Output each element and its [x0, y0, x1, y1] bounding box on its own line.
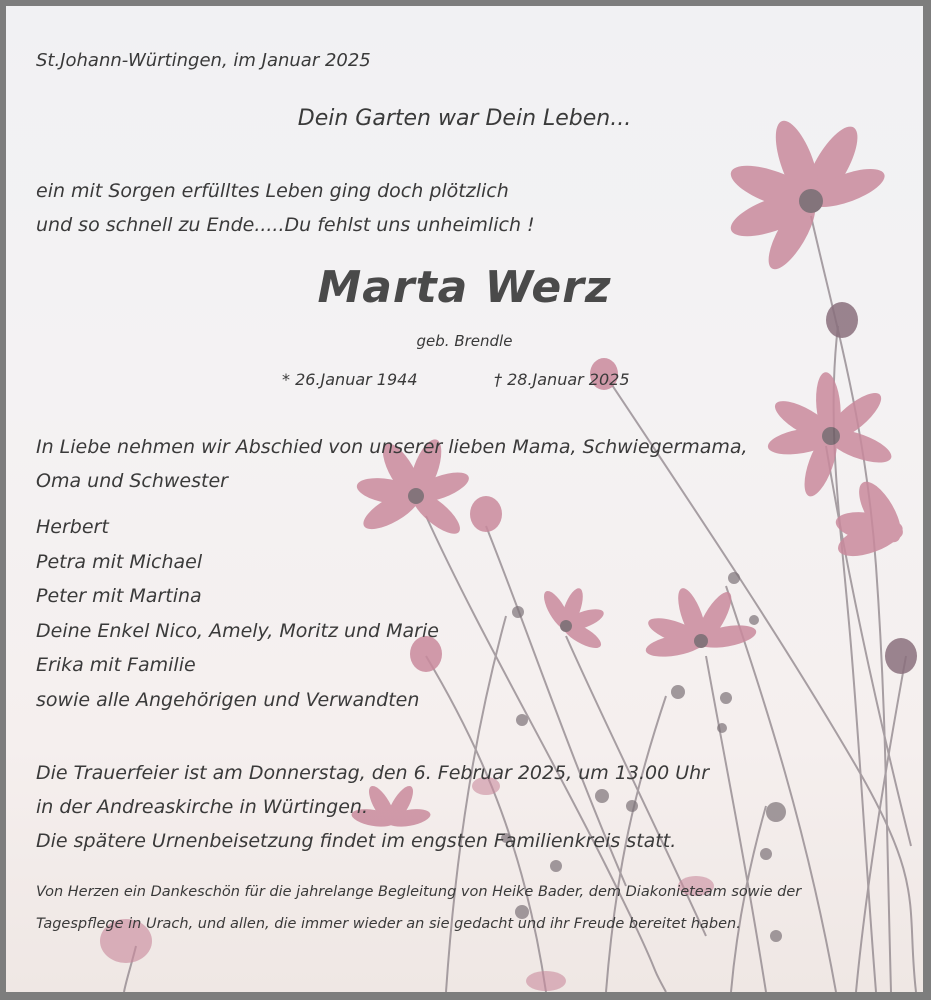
intro-line: und so schnell zu Ende.....Du fehlst uns unheimlich ! [36, 214, 535, 236]
birth-date: * 26.Januar 1944 [282, 370, 418, 389]
farewell-line: Oma und Schwester [36, 470, 228, 492]
mourner: sowie alle Angehörigen und Verwandten [36, 688, 420, 711]
service-info [36, 756, 709, 858]
intro-line: ein mit Sorgen erfülltes Leben ging doch plötzlich [36, 180, 509, 202]
death-date: † 28.Januar 2025 [494, 370, 630, 389]
farewell-text [36, 430, 748, 498]
motto: Dein Garten war Dein Leben... [297, 106, 632, 131]
service-line: Die Trauerfeier ist am Donnerstag, den 6. Februar 2025, um 13.00 Uhr [36, 762, 710, 784]
thanks-text [36, 876, 801, 940]
obituary-card [6, 6, 923, 992]
mourner: Petra mit Michael [36, 550, 203, 573]
mourner: Erika mit Familie [36, 654, 196, 677]
birth-name: geb. Brendle [416, 332, 513, 350]
intro-text [36, 174, 535, 242]
thanks-line: Tagespflege in Urach, und allen, die immer wieder an sie gedacht und ihr Freude bereitet haben. [36, 916, 741, 932]
service-line: in der Andreaskirche in Würtingen. [36, 796, 369, 818]
mourner: Herbert [36, 516, 109, 538]
farewell-line: In Liebe nehmen wir Abschied von unserer lieben Mama, Schwiegermama, [36, 436, 748, 458]
place-date: St.Johann-Würtingen, im Januar 2025 [36, 50, 371, 71]
service-line: Die spätere Urnenbeisetzung findet im engsten Familienkreis statt. [36, 830, 677, 852]
thanks-line: Von Herzen ein Dankeschön für die jahrelange Begleitung von Heike Bader, dem Diakonieteam sowie der [36, 884, 802, 900]
mourner: Deine Enkel Nico, Amely, Moritz und Marie [36, 619, 439, 642]
deceased-name: Marta Werz [317, 262, 612, 313]
mourner: Peter mit Martina [36, 585, 202, 608]
mourners-list [36, 510, 439, 718]
